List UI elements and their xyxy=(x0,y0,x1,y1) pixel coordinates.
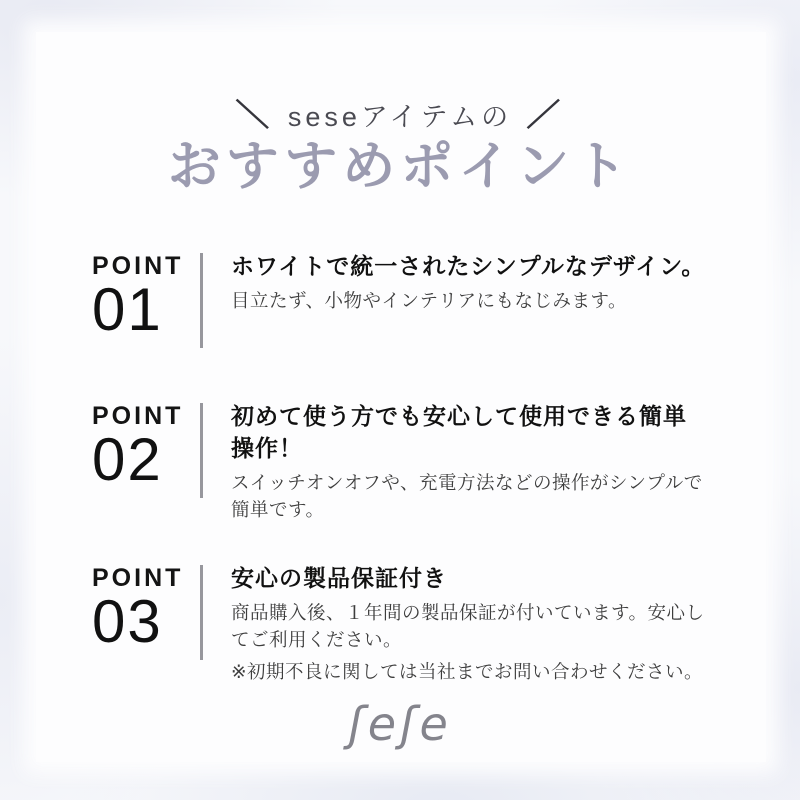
point-body: スイッチオンオフや、充電方法などの操作がシンプルで 簡単です。 xyxy=(231,472,703,520)
point-number: 02 xyxy=(92,426,163,493)
point-body: 目立たず、小物やインテリアにもなじみます。 xyxy=(231,290,628,311)
backslash-icon: ＼ xyxy=(235,98,274,133)
page-title: おすすめポイント xyxy=(167,137,633,196)
forward-slash-icon: ／ xyxy=(526,98,565,133)
point-section-03 xyxy=(92,562,744,685)
point-section-02 xyxy=(92,400,744,523)
header-tagline xyxy=(0,96,800,137)
tagline-text: seseアイテムの xyxy=(287,102,513,132)
point-body: ※初期不良に関しては当社までお問い合わせください。 xyxy=(231,661,704,682)
sese-logo: ʃeʃe xyxy=(348,697,452,751)
point-03-text-block xyxy=(203,562,744,685)
point-02-label-block xyxy=(92,400,200,493)
point-heading: ホワイトで統一されたシンプルなデザイン。 xyxy=(231,253,706,279)
point-heading: 安心の製品保証付き xyxy=(231,565,447,591)
point-heading: 初めて使う方でも安心して使用できる簡単 操作！ xyxy=(231,403,687,461)
point-01-text-block xyxy=(203,250,744,314)
point-number: 03 xyxy=(92,588,163,655)
point-label: POINT xyxy=(92,402,184,430)
point-02-text-block xyxy=(203,400,744,523)
point-label: POINT xyxy=(92,252,184,280)
point-section-01 xyxy=(92,250,744,348)
point-03-label-block xyxy=(92,562,200,655)
point-label: POINT xyxy=(92,564,184,592)
point-01-label-block xyxy=(92,250,200,343)
point-number: 01 xyxy=(92,276,163,343)
point-body: 商品購入後、１年間の製品保証が付いています。安心し てご利用ください。 xyxy=(231,602,705,650)
